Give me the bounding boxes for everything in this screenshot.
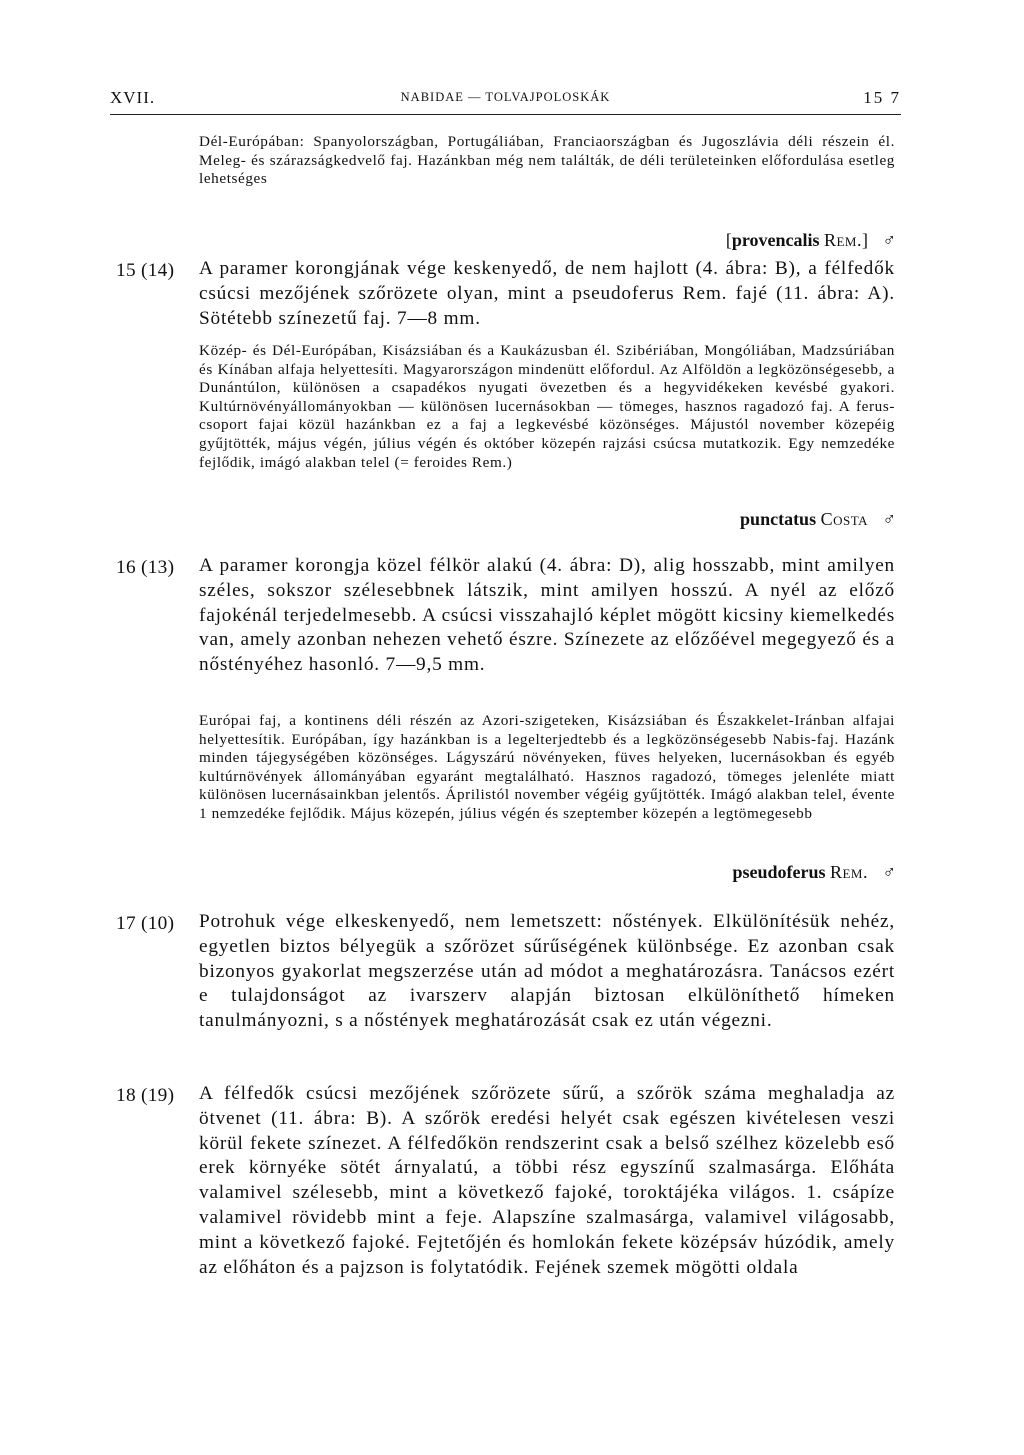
distribution-note-15: Közép- és Dél-Európában, Kisázsiában és a Kaukázusban él. Szibériában, Mongóliában, Madzsúriában és Kínában alfaja helyettesíti. Magyarországon mindenütt előfordul. Az Alföldön a legközönségesebb, a Dunántúlon, különösen a csapadékos nyugati övezetben és a hegyvidékeken kevésbé gyakori. Kultúrnövényállományokban — különösen lucernásokban — tömeges, hasznos ragadozó faj. A ferus-csoport fajai közül hazánkban ez a faj a legkevésbé közönséges. Májustól november közepéig gyűjtötték, május végén, július végén és október közepén rajzási csúcsa mutatkozik. Egy nemzedéke fejlődik, imágó alakban telel (= feroides Rem.) bbox=[199, 342, 895, 471]
species-name-punctatus bbox=[740, 509, 896, 530]
species-epithet: punctatus bbox=[740, 509, 817, 529]
running-title: NABIDAE — TOLVAJPOLOSKÁK bbox=[400, 90, 611, 104]
key-couplet-18: A félfedők csúcsi mezőjének szőrözete sűrű, a szőrök száma meghaladja az ötvenet (11. ábra: B). A szőrök eredési helyét csak egészen kivételesen veszi körül fekete színezet. A félfedőkön rendszerint csak a belső szélhez közelebb eső erek környéke sötét árnyalatú, a többi rész egyszínű szalmasárga. Előháta valamivel szélesebb, mint a következő fajoké, toroktájéka világos. 1. csápíze valamivel rövidebb mint a feje. Alapszíne szalmasárga, valamivel világosabb, mint a következő fajoké. Fejtetőjén és homlokán fekete középsáv húzódik, amely az előháton és a pajzson is folytatódik. Fejének szemek mögötti oldala bbox=[199, 1083, 895, 1278]
male-symbol-icon: ♂ bbox=[882, 509, 896, 529]
species-author: Costa bbox=[820, 509, 868, 529]
species-name-provencalis bbox=[726, 230, 896, 251]
key-number-15: 15 (14) bbox=[116, 260, 175, 281]
species-name-pseudoferus bbox=[732, 862, 896, 883]
male-symbol-icon: ♂ bbox=[882, 230, 896, 250]
distribution-note-16: Európai faj, a kontinens déli részén az Azori-szigeteken, Kisázsiában és Északkelet-Iránban alfajai helyettesítik. Európában, így hazánkban is a legelterjedtebb és a legközönségesebb Nabis-faj. Hazánk minden tájegységében közönséges. Lágyszárú növényeken, füves helyeken, lucernásokban és egyéb kultúrnövények állományában egyaránt megtalálható. Hasznos ragadozó, tömeges jelenléte miatt különösen lucernásainkban jelentős. Áprilistól november végéig gyűjtötték. Imágó alakban telel, évente 1 nemzedéke fejlődik. Május közepén, július végén és szeptember közepén a legtömegesebb bbox=[199, 712, 895, 822]
key-number-16: 16 (13) bbox=[116, 557, 175, 578]
species-epithet: pseudoferus bbox=[732, 862, 826, 882]
male-symbol-icon: ♂ bbox=[882, 862, 896, 882]
species-author: Rem. bbox=[823, 230, 862, 250]
species-epithet: provencalis bbox=[731, 230, 820, 250]
page-header bbox=[110, 86, 901, 115]
key-number-18: 18 (19) bbox=[116, 1085, 175, 1106]
key-couplet-17: Potrohuk vége elkeskenyedő, nem lemetszett: nőstények. Elkülönítésük nehéz, egyetlen biztos bélyegük a szőrözet sűrűségének különbsége. Ez azonban csak bizonyos gyakorlat megszerzése után ad módot a meghatározásra. Tanácsos ezért e tulajdonságot az ivarszerv alapján biztosan elkülöníthető hímeken tanulmányozni, s a nőstények meghatározását csak ez után végezni. bbox=[199, 911, 895, 1032]
chapter-number: XVII. bbox=[110, 88, 156, 107]
intro-paragraph: Dél-Európában: Spanyolországban, Portugáliában, Franciaországban és Jugoszlávia déli részein él. Meleg- és szárazságkedvelő faj. Hazánkban még nem találták, de déli területeinken előfordulása esetleg lehetséges bbox=[199, 133, 895, 188]
bracket-close: ] bbox=[862, 230, 868, 250]
key-couplet-15: A paramer korongjának vége keskenyedő, de nem hajlott (4. ábra: B), a félfedők csúcsi mezőjének szőrözete olyan, mint a pseudoferus Rem. fajé (11. ábra: A). Sötétebb színezetű faj. 7—8 mm. bbox=[199, 258, 895, 329]
key-couplet-16: A paramer korongja közel félkör alakú (4. ábra: D), alig hosszabb, mint amilyen széles, sokszor szélesebbnek látszik, mint amilyen hosszú. A nyél az előző fajokénál terjedelmesebb. A csúcsi visszahajló képlet mögött kicsiny kiemelkedés van, amely azonban nehezen vehető észre. Színezete az előzőével megegyező és a nőstényéhez hasonló. 7—9,5 mm. bbox=[199, 555, 895, 676]
page-number: 15 7 bbox=[863, 88, 901, 107]
bracket-open: [ bbox=[725, 230, 732, 250]
species-author: Rem. bbox=[829, 862, 868, 882]
key-number-17: 17 (10) bbox=[116, 913, 175, 934]
